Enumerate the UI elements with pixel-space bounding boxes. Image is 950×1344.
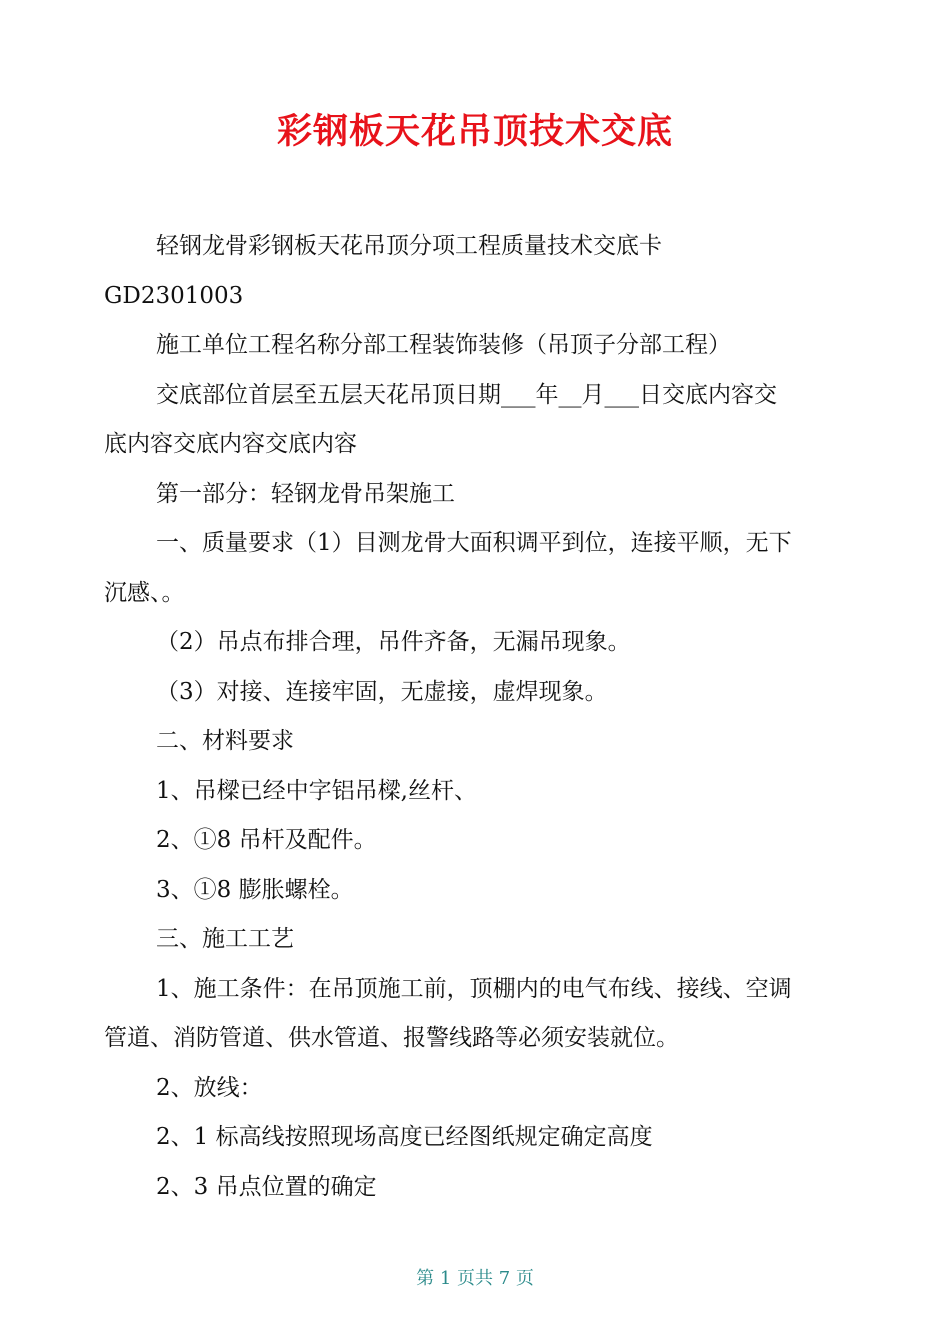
paragraph-line: 管道、消防管道、供水管道、报警线路等必须安装就位。 [104, 1025, 679, 1051]
paragraph-line: 一、质量要求（1）目测龙骨大面积调平到位，连接平顺，无下 [156, 530, 792, 556]
list-item: （2）吊点布排合理，吊件齐备，无漏吊现象。 [156, 629, 631, 655]
page-footer: 第 1 页共 7 页 [416, 1268, 534, 1289]
section-heading: 二、材料要求 [156, 728, 294, 754]
paragraph-line: 1、施工条件：在吊顶施工前，顶棚内的电气布线、接线、空调 [156, 975, 792, 1002]
document-body [104, 222, 834, 1212]
list-item: 2、①8 吊杆及配件。 [156, 827, 377, 853]
list-item: 1、吊樑已经中字铝吊樑,丝杆、 [156, 777, 477, 804]
paragraph-line: 沉感、。 [104, 579, 185, 606]
paragraph-line: 施工单位工程名称分部工程装饰装修（吊顶子分部工程） [156, 332, 731, 358]
paragraph-line: 底内容交底内容交底内容 [104, 431, 357, 457]
list-item: 2、3 吊点位置的确定 [156, 1173, 377, 1200]
paragraph-line: 轻钢龙骨彩钢板天花吊顶分项工程质量技术交底卡 [156, 233, 662, 259]
section-heading: 第一部分：轻钢龙骨吊架施工 [156, 480, 455, 507]
list-item: 2、放线： [156, 1074, 263, 1101]
document-title: 彩钢板天花吊顶技术交底 [276, 112, 673, 152]
list-item: 3、①8 膨胀螺栓。 [156, 876, 354, 903]
list-item: （3）对接、连接牢固，无虚接，虚焊现象。 [156, 678, 608, 705]
list-item: 2、1 标高线按照现场高度已经图纸规定确定高度 [156, 1124, 653, 1150]
paragraph-line: 交底部位首层至五层天花吊顶日期___年__月___日交底内容交 [156, 381, 777, 408]
paragraph-line: GD2301003 [104, 282, 244, 309]
section-heading: 三、施工工艺 [156, 926, 294, 952]
